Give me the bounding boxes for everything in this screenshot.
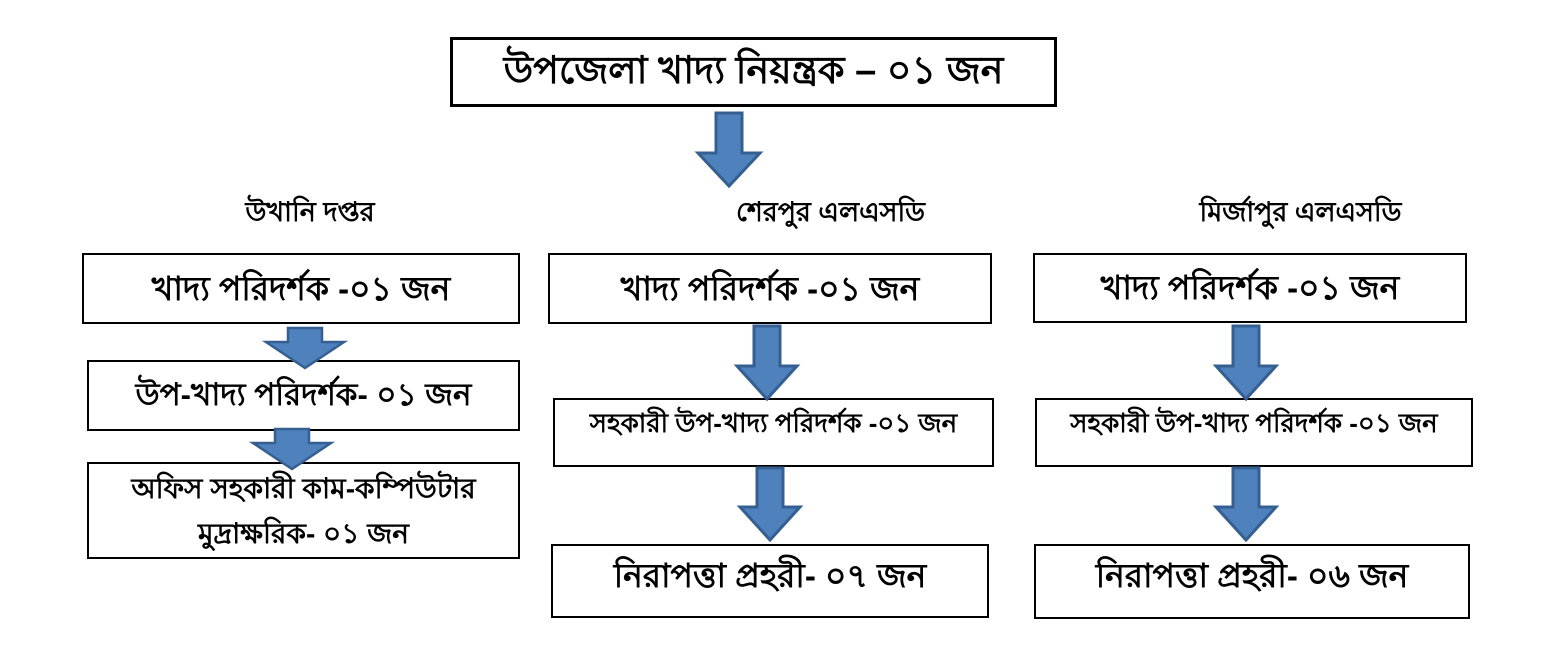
column-header-mirzapur-lsd: মির্জাপুর এলএসডি (1199, 197, 1402, 227)
root-box-upazila-food-controller: উপজেলা খাদ্য নিয়ন্ত্রক – ০১ জন (450, 37, 1057, 107)
column-header-ukhani-daptar: উখানি দপ্তর (245, 197, 375, 227)
box-left-office-assistant-computer-typist: অফিস সহকারী কাম-কম্পিউটার মুদ্রাক্ষরিক- ০১ জন (87, 462, 520, 559)
down-arrow-icon (737, 326, 797, 399)
column-header-sherpur-lsd: শেরপুর এলএসডি (735, 197, 926, 227)
down-arrow-icon (740, 468, 800, 540)
box-right-security-guard: নিরাপত্তা প্রহরী- ০৬ জন (1034, 544, 1470, 619)
down-arrow-icon (698, 113, 760, 186)
box-left-food-inspector: খাদ্য পরিদর্শক -০১ জন (82, 253, 520, 324)
down-arrow-icon (266, 328, 344, 368)
box-right-food-inspector: খাদ্য পরিদর্শক -০১ জন (1033, 253, 1467, 323)
box-left-sub-food-inspector: উপ-খাদ্য পরিদর্শক- ০১ জন (87, 360, 520, 431)
down-arrow-icon (1216, 326, 1276, 399)
down-arrow-icon (253, 429, 331, 469)
box-right-assistant-sub-food-inspector: সহকারী উপ-খাদ্য পরিদর্শক -০১ জন (1035, 398, 1473, 467)
box-middle-food-inspector: খাদ্য পরিদর্শক -০১ জন (548, 253, 992, 324)
box-middle-assistant-sub-food-inspector: সহকারী উপ-খাদ্য পরিদর্শক -০১ জন (553, 398, 994, 467)
down-arrow-icon (1216, 468, 1276, 540)
box-middle-security-guard: নিরাপত্তা প্রহরী- ০৭ জন (551, 544, 989, 618)
